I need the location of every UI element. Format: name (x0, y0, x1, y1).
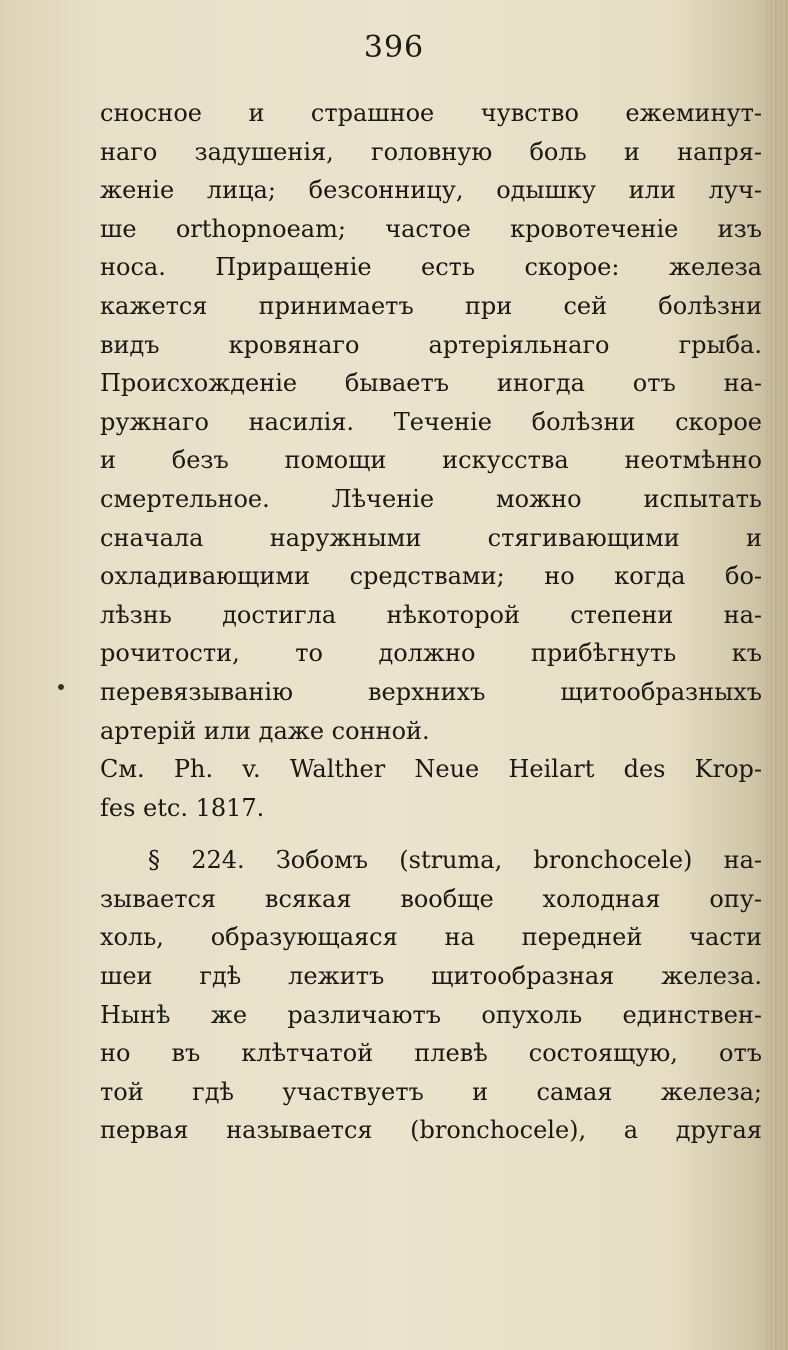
text-line: Происхожденіе бываетъ иногда отъ на- (100, 369, 762, 398)
section-heading-line: § 224. Зобомъ (struma, bronchocele) на- (148, 846, 762, 875)
page-edge-shadow (766, 0, 788, 1350)
text-line: перевязыванію верхнихъ щитообразныхъ (100, 677, 762, 706)
text-line: охладивающими средствами; но когда бо- (100, 562, 762, 591)
text-line: лѣзнь достигла нѣкоторой степени на- (100, 600, 762, 629)
text-line: наго задушенія, головную боль и напря- (100, 137, 762, 166)
text-line: артерій или даже сонной. (100, 716, 430, 745)
body-text (100, 94, 762, 1150)
text-line: ше orthopnoeam; частое кровотеченіе изъ (100, 214, 762, 243)
text-line: сносное и страшное чувство ежеминут- (100, 99, 762, 127)
text-line: смертельное. Лѣченіе можно испытать (100, 484, 762, 513)
text-line: той гдѣ участвуетъ и самая железа; (100, 1077, 762, 1106)
text-line: Нынѣ же различаютъ опухоль единствен- (100, 1000, 762, 1029)
text-line: но въ клѣтчатой плевѣ состоящую, отъ (100, 1039, 762, 1068)
text-line: зывается всякая вообще холодная опу- (100, 884, 762, 913)
text-line: шеи гдѣ лежитъ щитообразная железа. (100, 962, 762, 991)
citation-line: fes etc. 1817. (100, 793, 265, 822)
text-line: первая называется (bronchocele), а другая (100, 1116, 762, 1145)
citation-line: См. Ph. v. Walther Neue Heilart des Krop- (100, 755, 762, 784)
text-line: рочитости, то должно прибѣгнуть къ (100, 639, 762, 668)
text-line: видъ кровянаго артеріяльнаго грыба. (100, 330, 762, 359)
text-line: носа. Приращеніе есть скорое: железа (100, 253, 762, 282)
text-line: ружнаго насилія. Теченіе болѣзни скорое (100, 407, 762, 436)
text-line: сначала наружными стягивающими и (100, 523, 762, 552)
text-line: холь, образующаяся на передней части (100, 923, 762, 952)
page-number: 396 (363, 30, 425, 65)
ink-spot (58, 684, 64, 690)
text-line: женіе лица; безсонницу, одышку или луч- (100, 176, 762, 205)
text-line: и безъ помощи искусства неотмѣнно (100, 446, 762, 475)
paragraph-gap (100, 827, 762, 841)
text-line: кажется принимаетъ при сей болѣзни (100, 291, 762, 320)
